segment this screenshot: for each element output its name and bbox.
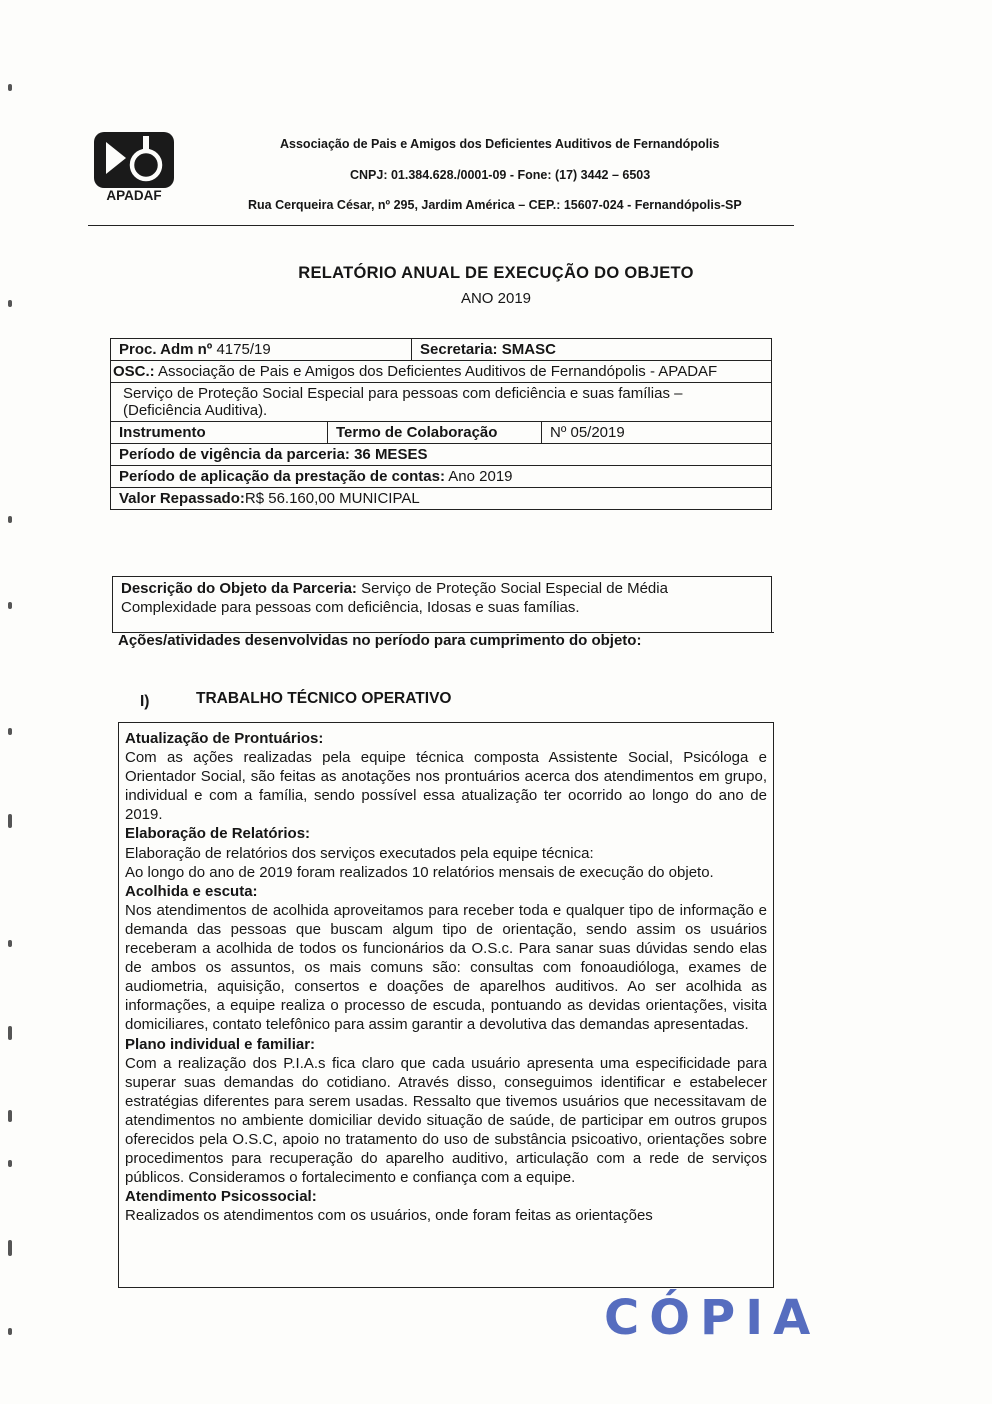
- scan-mark: [8, 940, 12, 947]
- object-description-label: Descrição do Objeto da Parceria:: [121, 580, 357, 597]
- paragraph-psicossocial: Realizados os atendimentos com os usuários, onde foram feitas as orientações: [125, 1207, 653, 1225]
- heading-plano: Plano individual e familiar:: [125, 1035, 316, 1053]
- info-row-instrumento: [111, 422, 771, 444]
- info-row-vigencia: [111, 444, 771, 466]
- acoes-heading: Ações/atividades desenvolvidas no período para cumprimento do objeto:: [118, 632, 642, 649]
- info-row-service: [111, 383, 771, 422]
- content-box: [118, 722, 774, 1288]
- termo-label: Termo de Colaboração: [327, 422, 541, 443]
- info-row-aplicacao: [111, 466, 771, 488]
- section-title: TRABALHO TÉCNICO OPERATIVO: [196, 690, 452, 707]
- proc-cell: [111, 339, 411, 360]
- cnpj-phone: CNPJ: 01.384.628./0001-09 - Fone: (17) 3442 – 6503: [350, 168, 651, 182]
- proc-value: 4175/19: [216, 341, 271, 358]
- proc-label: Proc. Adm nº: [119, 341, 213, 358]
- scan-mark: [8, 1160, 12, 1167]
- aplicacao-cell: [111, 466, 771, 487]
- section-number: I): [140, 693, 150, 710]
- heading-prontuarios: Atualização de Prontuários:: [125, 730, 324, 747]
- valor-cell: [111, 488, 771, 509]
- info-table: [110, 338, 772, 510]
- scan-mark: [8, 1110, 12, 1122]
- heading-psicossocial: Atendimento Psicossocial:: [125, 1188, 317, 1206]
- valor-label: Valor Repassado:: [119, 490, 245, 507]
- info-row-valor: [111, 488, 771, 509]
- secretaria-cell: [411, 339, 771, 360]
- osc-value: Associação de Pais e Amigos dos Deficientes Auditivos de Fernandópolis - APADAF: [158, 363, 718, 380]
- scan-mark: [8, 1026, 12, 1040]
- object-description: [112, 576, 772, 632]
- heading-relatorios: Elaboração de Relatórios:: [125, 825, 311, 843]
- scan-mark: [8, 814, 12, 828]
- heading-acolhida: Acolhida e escuta:: [125, 882, 258, 900]
- address: Rua Cerqueira César, nº 295, Jardim América – CEP.: 15607-024 - Fernandópolis-SP: [248, 198, 742, 212]
- paragraph-relatorios-1: Elaboração de relatórios dos serviços executados pela equipe técnica:: [125, 844, 594, 862]
- osc-cell: [111, 361, 771, 382]
- scan-mark: [8, 84, 12, 91]
- aplicacao-value: Ano 2019: [448, 468, 513, 485]
- object-description-text: Serviço de Proteção Social Especial de Média Complexidade para pessoas com deficiência, Idosas e suas famílias.: [121, 580, 668, 616]
- info-row-osc: [111, 361, 771, 383]
- report-year: ANO 2019: [460, 290, 532, 307]
- scan-mark: [8, 1240, 12, 1256]
- scan-mark: [8, 602, 12, 609]
- report-title: RELATÓRIO ANUAL DE EXECUÇÃO DO OBJETO: [298, 264, 694, 282]
- service-text: Serviço de Proteção Social Especial para pessoas com deficiência e suas famílias – (Deficiência Auditiva).: [123, 385, 683, 419]
- org-name: Associação de Pais e Amigos dos Deficientes Auditivos de Fernandópolis: [280, 137, 720, 151]
- info-row-proc: [111, 339, 771, 361]
- secretaria-label: Secretaria:: [420, 341, 498, 358]
- copy-stamp: CÓPIA: [604, 1290, 821, 1346]
- scan-mark: [8, 1328, 12, 1335]
- valor-value: R$ 56.160,00 MUNICIPAL: [244, 490, 420, 507]
- aplicacao-label: Período de aplicação da prestação de contas:: [119, 468, 445, 485]
- paragraph-relatorios-2: Ao longo do ano de 2019 foram realizados 10 relatórios mensais de execução do objeto.: [125, 863, 714, 881]
- logo-text: APADAF: [106, 188, 162, 203]
- paragraph-acolhida: Nos atendimentos de acolhida aproveitamos para receber toda e qualquer tipo de informação e demanda das pessoas que buscam algum tipo de orientação, sendo assim os usuários receberam a acolhida de todos os funcionários da O.S.c. Para sanar suas dúvidas sendo elas de ambos os assuntos, os mais comuns são: consultas com fonoaudióloga, exames de audiometria, aquisição, consertos e doações de aparelhos auditivos. Ao ser acolhida as informações, a equipe realiza o processo de escuda, pontuando as devidas orientações, visita domiciliares, contato telefônico para assim garantir a devolutiva das demandas apresentadas.: [125, 901, 767, 1034]
- paragraph-plano: Com a realização dos P.I.A.s fica claro que cada usuário apresenta uma especificidade para superar suas demandas do cotidiano. Através disso, conseguimos identificar e estabelecer estratégias diferentes para serem usadas. Ressalto que tivemos usuários que necessitavam de atendimentos no ambiente domiciliar devido situação de saúde, de participar em outros grupos oferecidos pela O.S.C, apoio no tratamento do uso de substância psicoativo, orientações sobre procedimentos para recuperação do aparelho auditivo, articulação com a rede de serviços públicos. Consideramos o fortalecimento e confiança com a equipe.: [125, 1054, 767, 1187]
- secretaria-value: SMASC: [501, 341, 556, 358]
- instrumento-label: Instrumento: [119, 424, 206, 441]
- scan-mark: [8, 728, 12, 735]
- apadaf-logo: [92, 132, 176, 204]
- termo-number: Nº 05/2019: [541, 422, 771, 443]
- osc-label: OSC.:: [113, 363, 155, 380]
- scan-mark: [8, 516, 12, 523]
- letterhead-divider: [88, 225, 794, 226]
- paragraph-prontuarios: Com as ações realizadas pela equipe técnica composta Assistente Social, Psicóloga e Orientador Social, são feitas as anotações nos prontuários acerca dos atendimentos em grupo, individual e com a família, sendo possível essa atualização ter ocorrido ao longo do ano de 2019.: [125, 749, 767, 824]
- vigencia: Período de vigência da parceria: 36 MESES: [119, 446, 428, 463]
